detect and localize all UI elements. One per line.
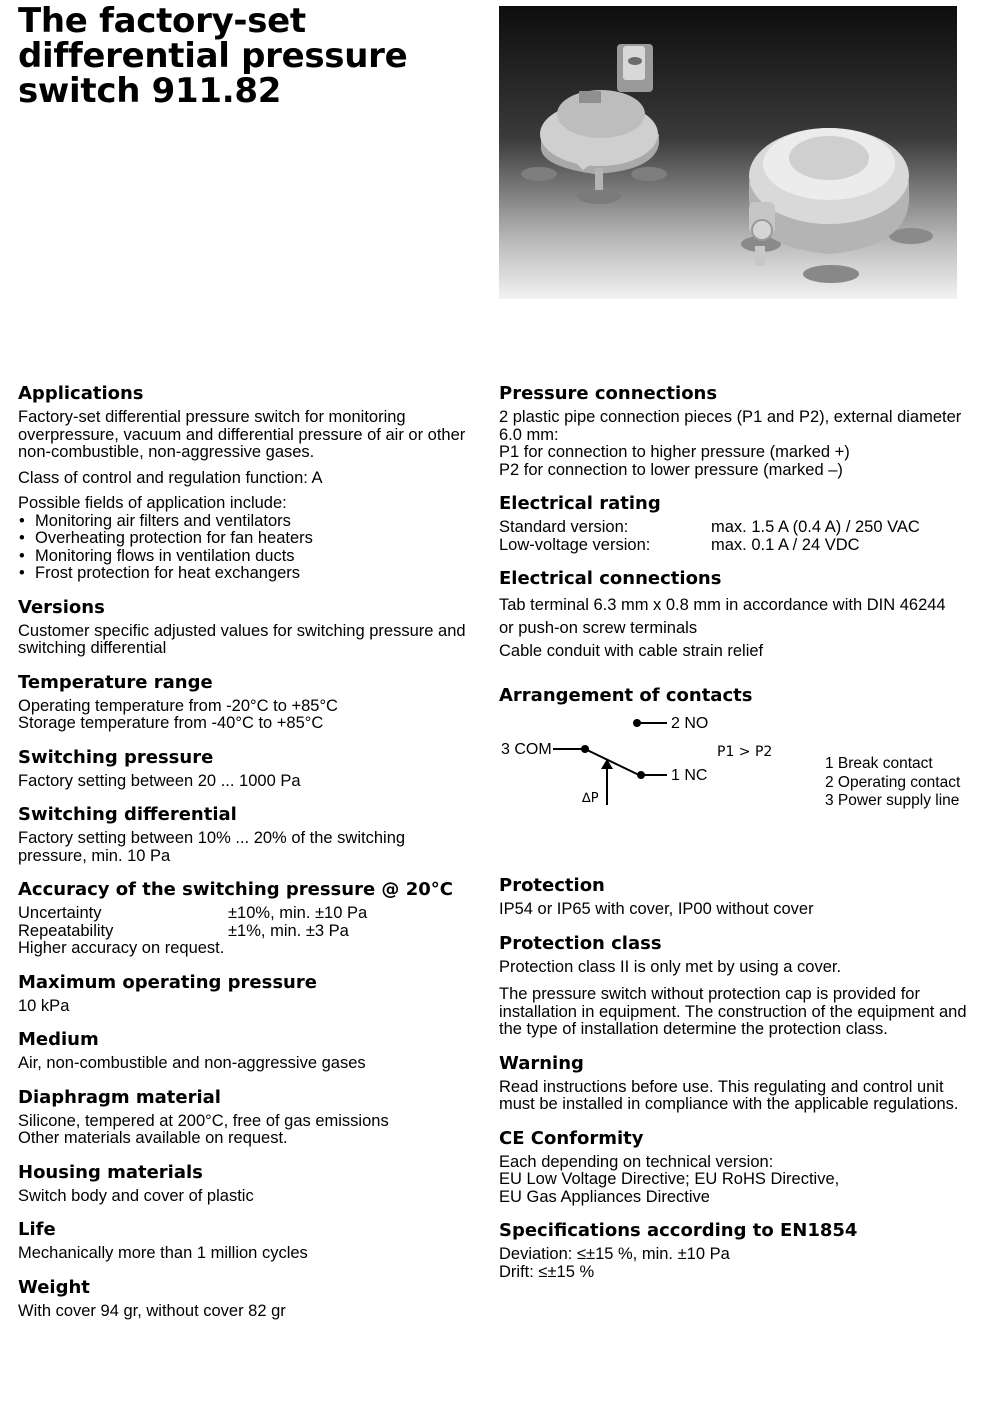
housing-heading: Housing materials: [18, 1161, 203, 1183]
en1854-heading: Specifications according to EN1854: [499, 1220, 858, 1241]
electrical-rating-heading: Electrical rating: [499, 493, 661, 514]
contacts-section: [499, 685, 969, 861]
warning-heading: Warning: [499, 1052, 584, 1074]
electrical-rating-section: [499, 493, 969, 554]
temperature-section: [18, 672, 478, 733]
no-label: 2 NO: [671, 715, 709, 732]
contacts-legend: [825, 755, 960, 811]
switch-without-cover-image: [521, 44, 667, 204]
control-class-text: Class of control and regulation function: A: [18, 468, 323, 487]
no-contact-dot: [633, 719, 641, 727]
weight-text: With cover 94 gr, without cover 82 gr: [18, 1301, 286, 1320]
electrical-connections-section: [499, 568, 969, 663]
list-item: • Overheating protection for fan heaters: [18, 530, 478, 548]
ce-gas-directive-text: EU Gas Appliances Directive: [499, 1187, 710, 1206]
warning-text: Read instructions before use. This regulating and control unit must be installed in compliance with the applicable regulations.: [499, 1077, 959, 1113]
right-column: [499, 383, 969, 1295]
pressure-connections-section: [499, 383, 969, 479]
contacts-diagram-area: [499, 711, 969, 861]
left-column: [18, 383, 478, 1334]
life-section: [18, 1219, 478, 1263]
switching-differential-section: [18, 804, 478, 865]
warning-section: [499, 1053, 969, 1114]
nc-label: 1 NC: [671, 767, 708, 784]
contacts-heading: Arrangement of contacts: [499, 685, 753, 706]
max-pressure-text: 10 kPa: [18, 996, 70, 1015]
deviation-text: Deviation: ≤±15 %, min. ±10 Pa: [499, 1245, 730, 1263]
protection-class-heading: Protection class: [499, 932, 662, 954]
versions-section: [18, 597, 478, 658]
temperature-heading: Temperature range: [18, 671, 213, 693]
pressure-connections-heading: Pressure connections: [499, 383, 718, 404]
accuracy-label: Uncertainty: [18, 904, 102, 922]
ce-intro-text: Each depending on technical version:: [499, 1152, 774, 1171]
accuracy-row: [18, 923, 478, 941]
fields-intro-text: Possible fields of application include:: [18, 494, 287, 512]
ce-heading: CE Conformity: [499, 1127, 644, 1149]
product-photo: [499, 6, 957, 299]
applications-section: [18, 383, 478, 583]
accuracy-value: ±1%, min. ±3 Pa: [228, 921, 349, 940]
legend-item: 3 Power supply line: [825, 792, 960, 809]
life-heading: Life: [18, 1219, 56, 1240]
contacts-diagram: [499, 711, 819, 831]
rating-label: Low-voltage version:: [499, 535, 651, 554]
max-pressure-heading: Maximum operating pressure: [18, 971, 317, 993]
drift-text: Drift: ≤±15 %: [499, 1262, 595, 1281]
diaphragm-heading: Diaphragm material: [18, 1086, 221, 1108]
rating-value: max. 0.1 A / 24 VDC: [711, 535, 860, 554]
switching-differential-heading: Switching differential: [18, 804, 237, 825]
protection-class-section: [499, 933, 969, 1039]
switching-pressure-text: Factory setting between 20 ... 1000 Pa: [18, 771, 301, 790]
medium-section: [18, 1029, 478, 1073]
switch-with-cover-image: [741, 128, 933, 283]
electrical-connections-heading: Electrical connections: [499, 568, 722, 589]
protection-class-text: Protection class II is only met by using a cover.: [499, 957, 842, 976]
housing-section: [18, 1162, 478, 1206]
storage-temperature-text: Storage temperature from -40°C to +85°C: [18, 714, 324, 732]
diaphragm-text: Silicone, tempered at 200°C, free of gas emissions: [18, 1111, 389, 1130]
ce-section: [499, 1128, 969, 1207]
versions-heading: Versions: [18, 596, 105, 618]
cable-conduit-text: Cable conduit with cable strain relief: [499, 642, 764, 660]
list-item: • Frost protection for heat exchangers: [18, 565, 478, 583]
accuracy-value: ±10%, min. ±10 Pa: [228, 904, 368, 922]
diaphragm-note: Other materials available on request.: [18, 1129, 288, 1147]
max-pressure-section: [18, 972, 478, 1016]
legend-item: 2 Operating contact: [825, 773, 961, 791]
operating-temperature-text: Operating temperature from -20°C to +85°C: [18, 696, 338, 715]
p2-connection-text: P2 for connection to lower pressure (marked –): [499, 460, 843, 479]
protection-heading: Protection: [499, 875, 605, 896]
pressure-connections-text: 2 plastic pipe connection pieces (P1 and P2), external diameter 6.0 mm:: [499, 408, 962, 444]
actuator-arrow-icon: [601, 759, 613, 769]
versions-text: Customer specific adjusted values for switching pressure and switching differential: [18, 621, 466, 657]
com-label: 3 COM: [501, 741, 552, 758]
protection-text: IP54 or IP65 with cover, IP00 without cover: [499, 900, 814, 918]
p1-p2-label: P1 > P2: [717, 744, 773, 760]
medium-text: Air, non-combustible and non-aggressive gases: [18, 1054, 366, 1072]
rating-label: Standard version:: [499, 518, 629, 536]
accuracy-label: Repeatability: [18, 921, 114, 940]
applications-heading: Applications: [18, 383, 144, 404]
delta-p-label: ∆P: [582, 791, 599, 806]
protection-cap-text: The pressure switch without protection cap is provided for installation in equipment. The construction of the equipment and the type of installation determine the protection class.: [499, 985, 967, 1038]
weight-section: [18, 1277, 478, 1321]
diaphragm-section: [18, 1087, 478, 1148]
rating-row: [499, 537, 969, 555]
switching-pressure-section: [18, 747, 478, 791]
weight-heading: Weight: [18, 1276, 90, 1298]
application-fields-list: [18, 513, 478, 583]
switching-differential-text: Factory setting between 10% ... 20% of the switching pressure, min. 10 Pa: [18, 829, 406, 865]
accuracy-row: [18, 905, 478, 923]
accuracy-note: Higher accuracy on request.: [18, 939, 225, 957]
list-item: • Monitoring flows in ventilation ducts: [18, 548, 478, 566]
legend-item: 1 Break contact: [825, 755, 933, 772]
protection-section: [499, 875, 969, 919]
screw-terminal-text: or push-on screw terminals: [499, 619, 698, 637]
switching-pressure-heading: Switching pressure: [18, 746, 214, 768]
accuracy-section: [18, 879, 478, 958]
medium-heading: Medium: [18, 1029, 99, 1050]
en1854-section: [499, 1220, 969, 1281]
page-title: The factory-set differential pressure switch 911.82: [18, 1, 408, 111]
applications-text: Factory-set differential pressure switch for monitoring overpressure, vacuum and differential pressure of air or other non-combustible, non-aggressive gases.: [18, 408, 466, 461]
p1-connection-text: P1 for connection to higher pressure (marked +): [499, 443, 850, 461]
rating-row: [499, 519, 969, 537]
list-item: • Monitoring air filters and ventilators: [18, 513, 478, 531]
switch-blade: [585, 749, 639, 775]
rating-value: max. 1.5 A (0.4 A) / 250 VAC: [711, 518, 920, 536]
housing-text: Switch body and cover of plastic: [18, 1186, 254, 1205]
ce-directives-text: EU Low Voltage Directive; EU RoHS Directive,: [499, 1170, 840, 1188]
accuracy-heading: Accuracy of the switching pressure @ 20°C: [18, 879, 453, 900]
tab-terminal-text: Tab terminal 6.3 mm x 0.8 mm in accordance with DIN 46244: [499, 596, 946, 614]
life-text: Mechanically more than 1 million cycles: [18, 1244, 308, 1262]
